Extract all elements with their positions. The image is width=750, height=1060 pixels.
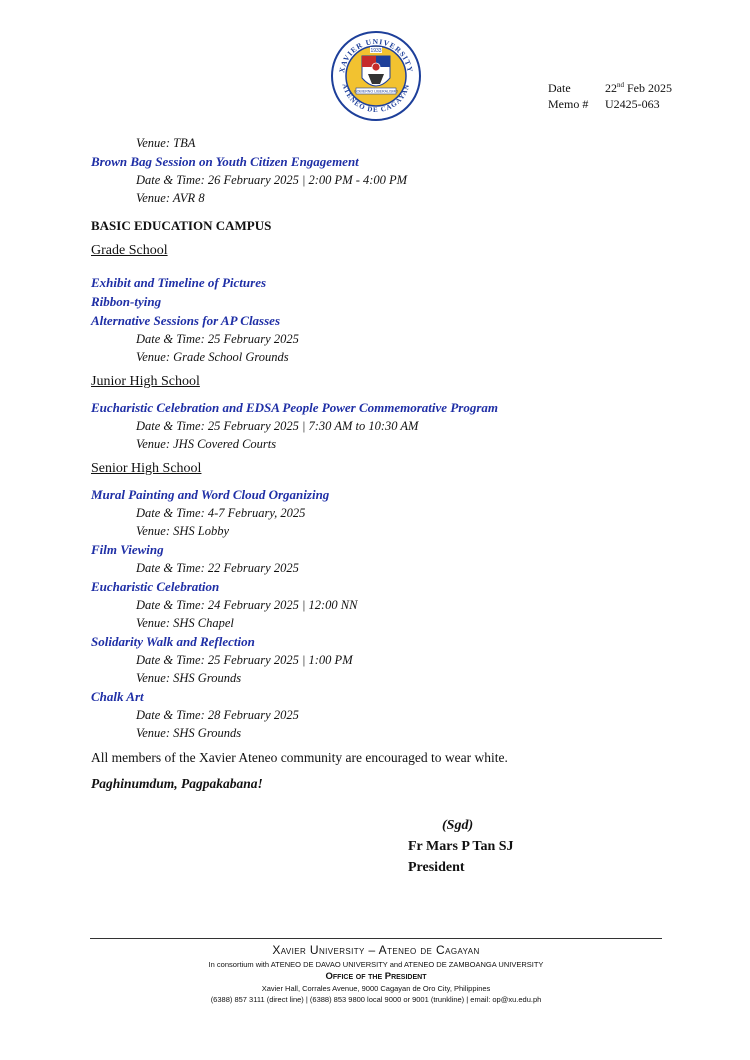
gs-datetime: Date & Time: 25 February 2025: [136, 332, 299, 346]
jhs-venue: Venue: JHS Covered Courts: [136, 437, 277, 451]
shs-chalk-venue: Venue: SHS Grounds: [136, 726, 242, 740]
signature-sgd: (Sgd): [442, 818, 474, 833]
shs-walk-datetime: Date & Time: 25 February 2025 | 1:00 PM: [136, 653, 353, 667]
memo-label: Memo #: [548, 97, 589, 111]
footer-divider: [90, 938, 662, 939]
signatory-position: President: [408, 860, 465, 875]
seal-motto: GOBIERNO LIBERALISMO: [353, 89, 399, 94]
gs-title-exhibit: Exhibit and Timeline of Pictures: [91, 275, 267, 290]
footer-university: Xavier University – Ateneo de Cagayan: [272, 943, 480, 957]
jhs-heading: Junior High School: [91, 374, 200, 389]
gs-venue: Venue: Grade School Grounds: [136, 350, 289, 364]
shs-heading: Senior High School: [91, 461, 202, 476]
basic-ed-heading: BASIC EDUCATION CAMPUS: [91, 218, 272, 233]
gs-title-ap: Alternative Sessions for AP Classes: [91, 313, 281, 328]
date-day: 22: [605, 81, 617, 95]
date-label: Date: [548, 81, 571, 95]
memo-row: [548, 96, 672, 112]
shs-chalk-title: Chalk Art: [91, 689, 144, 704]
venue-tba: Venue: TBA: [136, 136, 196, 150]
date-row: [548, 80, 672, 96]
shs-euch-datetime: Date & Time: 24 February 2025 | 12:00 NN: [136, 598, 358, 612]
footer: [90, 941, 662, 1005]
seal-bottom-text: ATENEO DE CAGAYAN: [340, 82, 412, 115]
brown-bag-datetime: Date & Time: 26 February 2025 | 2:00 PM - 4:00 PM: [136, 173, 408, 187]
memo-value: U2425-063: [605, 97, 660, 111]
shs-film-title: Film Viewing: [91, 542, 164, 557]
memo-body: [91, 134, 691, 792]
shs-walk-title: Solidarity Walk and Reflection: [91, 634, 255, 649]
footer-address: Xavier Hall, Corrales Avenue, 9000 Cagayan de Oro City, Philippines: [261, 984, 491, 993]
shs-mural-datetime: Date & Time: 4-7 February, 2025: [136, 506, 306, 520]
university-seal: [330, 30, 422, 122]
shs-mural-title: Mural Painting and Word Cloud Organizing: [91, 487, 330, 502]
closing-motto: Paghinumdum, Pagpakabana!: [91, 776, 263, 791]
memo-meta: [548, 80, 672, 112]
jhs-datetime: Date & Time: 25 February 2025 | 7:30 AM to 10:30 AM: [136, 419, 419, 433]
brown-bag-venue: Venue: AVR 8: [136, 191, 205, 205]
footer-consortium: In consortium with ATENEO DE DAVAO UNIVERSITY and ATENEO DE ZAMBOANGA UNIVERSITY: [208, 960, 544, 969]
jhs-title: Eucharistic Celebration and EDSA People Power Commemorative Program: [91, 400, 498, 415]
date-value: [605, 80, 672, 96]
signature-block: [408, 815, 514, 878]
footer-contact: (6388) 857 3111 (direct line) | (6388) 853 9800 local 9000 or 9001 (trunkline) | email: op@xu.edu.ph: [210, 995, 542, 1004]
date-rest: Feb 2025: [624, 81, 672, 95]
shs-euch-title: Eucharistic Celebration: [91, 579, 220, 594]
date-suffix: nd: [617, 81, 624, 89]
seal-top-text: XAVIER UNIVERSITY: [337, 36, 415, 74]
shs-mural-venue: Venue: SHS Lobby: [136, 524, 230, 538]
seal-year: 1933: [370, 48, 382, 54]
footer-office: Office of the President: [325, 971, 427, 982]
signatory-name: Fr Mars P Tan SJ: [408, 839, 514, 854]
closing-note: All members of the Xavier Ateneo community are encouraged to wear white.: [91, 750, 508, 765]
shs-walk-venue: Venue: SHS Grounds: [136, 671, 242, 685]
shs-euch-venue: Venue: SHS Chapel: [136, 616, 234, 630]
shs-film-datetime: Date & Time: 22 February 2025: [136, 561, 299, 575]
grade-school-heading: Grade School: [91, 243, 168, 258]
brown-bag-title: Brown Bag Session on Youth Citizen Engagement: [91, 154, 359, 169]
gs-title-ribbon: Ribbon-tying: [91, 294, 162, 309]
shs-chalk-datetime: Date & Time: 28 February 2025: [136, 708, 299, 722]
